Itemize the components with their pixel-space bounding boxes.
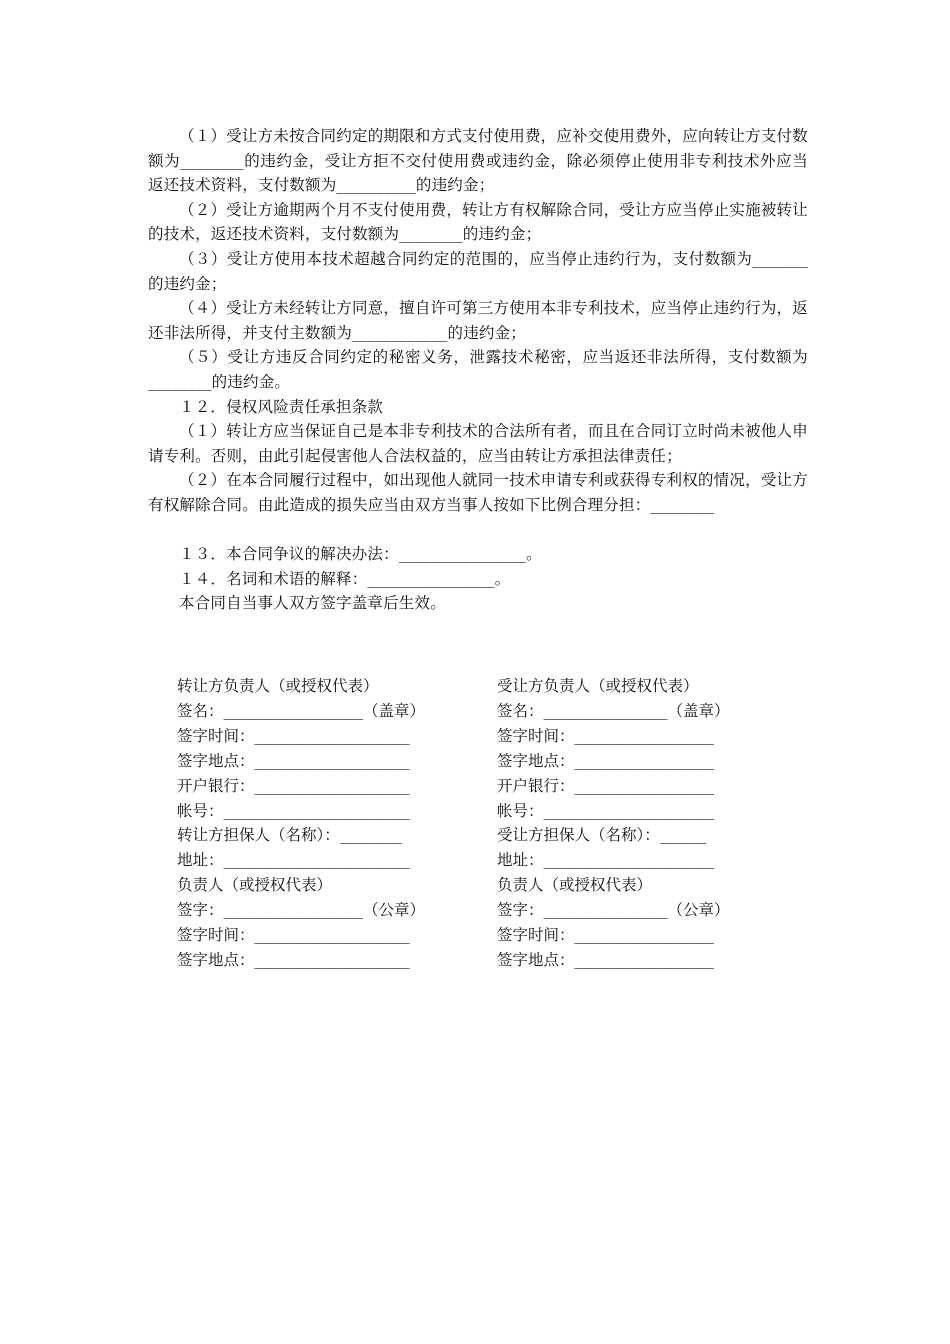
sig-right-line: 地址：______________________ [497,851,715,870]
clause-3-penalty-scope: （３）受让方使用本技术超越合同约定的范围的，应当停止违约行为，支付数额为_______的违约金； [148,249,808,293]
sig-left-line: 签字时间：____________________ [177,726,410,745]
section-14-terms: １４．名词和术语的解释：________________。 [179,569,511,588]
sig-right-line: 帐号：______________________ [497,801,715,820]
transferee-signature-block [497,674,777,973]
sig-left-line: 转让方负责人（或授权代表） [177,677,379,695]
sig-left-line: 开户银行：____________________ [177,776,410,795]
sig-right-line: 签字地点：__________________ [497,950,715,969]
contract-body [148,124,808,616]
sig-left-line: 签字：__________________（公章） [177,901,426,920]
clause-12-2: （２）在本合同履行过程中，如出现他人就同一技术申请专利或获得专利权的情况，受让方有权解除合同。由此造成的损失应当由双方当事人按如下比例合理分担：________ [148,471,808,514]
sig-right-line: 签名：________________（盖章） [497,701,730,720]
sig-right-line: 签字时间：__________________ [497,926,715,945]
clause-4-penalty-third-party: （４）受让方未经转让方同意，擅自许可第三方使用本非专利技术，应当停止违约行为，返还非法所得，并支付主数额为____________的违约金； [148,299,808,342]
spacer [148,518,808,543]
sig-left-line: 帐号：________________________ [177,801,410,820]
clause-2-penalty-overdue: （２）受让方逾期两个月不支付使用费，转让方有权解除合同，受让方应当停止实施被转让的技术，返还技术资料，支付数额为________的违约金； [148,200,808,244]
sig-left-line: 签字地点：____________________ [177,751,410,770]
sig-left-line: 负责人（或授权代表） [177,876,333,895]
sig-right-line: 受让方负责人（或授权代表） [497,677,699,695]
sig-left-line: 地址：________________________ [177,851,410,870]
sig-left-line: 签名：__________________（盖章） [177,701,426,720]
section-13-dispute: １３．本合同争议的解决办法：________________。 [179,545,542,564]
sig-left-line: 签字时间：____________________ [177,926,410,945]
clause-12-1: （１）转让方应当保证自己是本非专利技术的合法所有者，而且在合同订立时尚未被他人申请专利。否则，由此引起侵害他人合法权益的，应当由转让方承担法律责任； [148,422,808,465]
clause-1-penalty-late-fee: （１）受让方未按合同约定的期限和方式支付使用费，应补交使用费外，应向转让方支付数额为________的违约金，受让方拒不交付使用费或违约金，除必须停止使用非专利技术外应当返还技术资料，支付数额为__________的违约金； [148,127,808,195]
section-12-heading: １２．侵权风险责任承担条款 [179,397,384,416]
sig-right-line: 签字地点：__________________ [497,751,715,770]
clause-5-penalty-secrecy: （５）受让方违反合同约定的秘密义务，泄露技术秘密，应当返还非法所得，支付数额为________的违约金。 [148,348,808,391]
transferor-signature-block [177,674,457,973]
sig-left-line: 转让方担保人（名称）：________ [177,826,402,845]
sig-right-line: 签字：________________（公章） [497,901,730,920]
effective-clause: 本合同自当事人双方签字盖章后生效。 [179,594,446,613]
sig-right-line: 负责人（或授权代表） [497,876,653,895]
sig-right-line: 签字时间：__________________ [497,726,715,745]
sig-left-line: 签字地点：____________________ [177,950,410,969]
sig-right-line: 开户银行：__________________ [497,776,715,795]
sig-right-line: 受让方担保人（名称）：______ [497,826,707,845]
